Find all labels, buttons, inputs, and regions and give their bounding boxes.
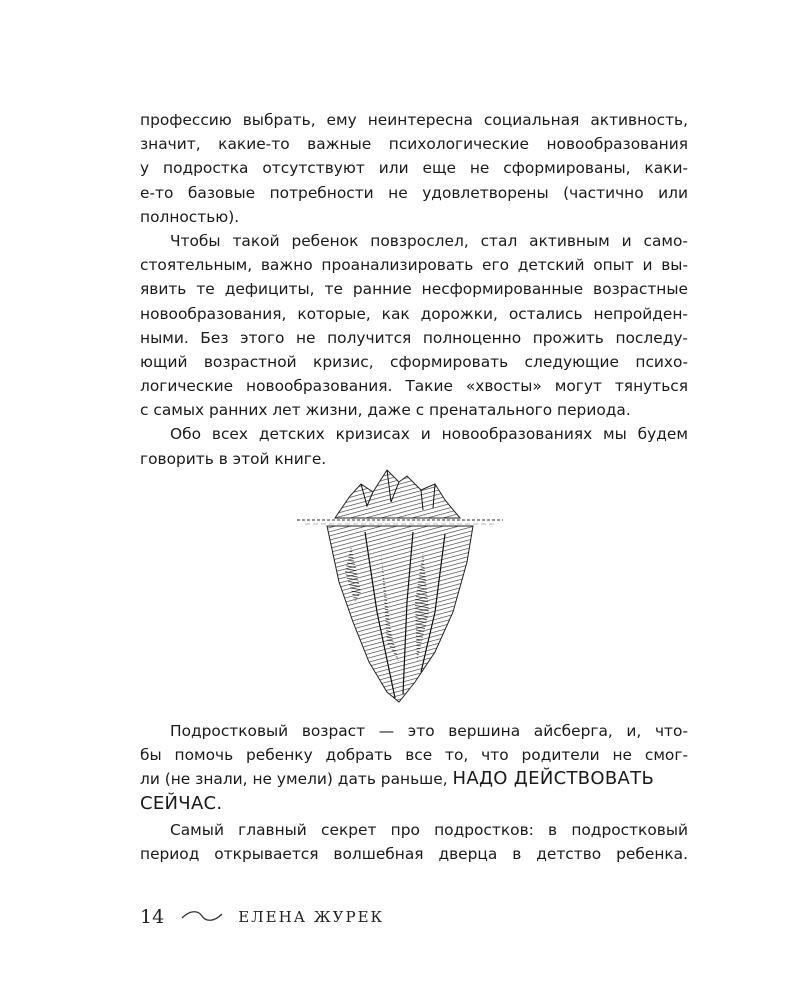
page-footer <box>140 902 384 932</box>
text-line: Подростковый возраст — это вершина айсберга, и, что- <box>170 722 688 740</box>
text-line: говорить в этой книге. <box>140 449 327 468</box>
text-line: стоятельным, важно проанализировать его детский опыт и вы- <box>140 256 688 275</box>
text-line: Чтобы такой ребенок повзрослел, стал активным и само- <box>170 231 688 250</box>
paragraph-5 <box>140 818 688 866</box>
text-line: явить те дефициты, те ранние несформированные возрастные <box>140 280 688 299</box>
text-line: е-то базовые потребности не удовлетворены (частично или <box>140 183 688 202</box>
author-name: ЕЛЕНА ЖУРЕК <box>238 908 385 926</box>
text-line: Обо всех детских кризисах и новообразованиях мы будем <box>170 425 688 444</box>
text-line: с самых ранних лет жизни, даже с пренатального периода. <box>140 401 631 420</box>
emphasis-text: НАДО ДЕЙСТВОВАТЬ <box>452 768 655 790</box>
text-line: ющий возрастной кризис, сформировать следующие психо- <box>140 352 688 371</box>
text-line: ными. Без этого не получится полноценно прожить последу- <box>140 328 688 347</box>
iceberg-drawing <box>295 462 505 712</box>
paragraph-2 <box>140 229 688 423</box>
text-line: у подростка отсутствуют или еще не сформированы, каки- <box>140 159 688 178</box>
main-text <box>140 108 688 471</box>
paragraph-4 <box>140 719 688 816</box>
text-line: значит, какие-то важные психологические новообразования <box>140 135 688 154</box>
text-line: полностью). <box>140 207 240 226</box>
tilde-ornament-icon <box>180 908 224 927</box>
text-line: профессию выбрать, ему неинтересна социальная активность, <box>140 111 688 129</box>
text-line: логические новообразования. Такие «хвосты» могут тянуться <box>140 377 688 396</box>
text-line: период открывается волшебная дверца в детство ребенка. <box>140 844 688 863</box>
paragraph-1 <box>140 108 688 229</box>
text-line: Самый главный секрет про подростков: в подростковый <box>170 820 688 839</box>
iceberg-illustration <box>295 462 505 712</box>
text-line: новообразования, которые, как дорожки, остались непройден- <box>140 304 688 323</box>
text-line-start: ли (не знали, не умели) дать раньше, <box>140 770 448 789</box>
emphasis-text: СЕЙЧАС. <box>140 792 223 814</box>
text-line <box>140 767 688 791</box>
page-number: 14 <box>140 906 165 928</box>
main-text-continued <box>140 719 688 866</box>
text-line: бы помочь ребенку добрать все то, что родители не смог- <box>140 746 688 765</box>
